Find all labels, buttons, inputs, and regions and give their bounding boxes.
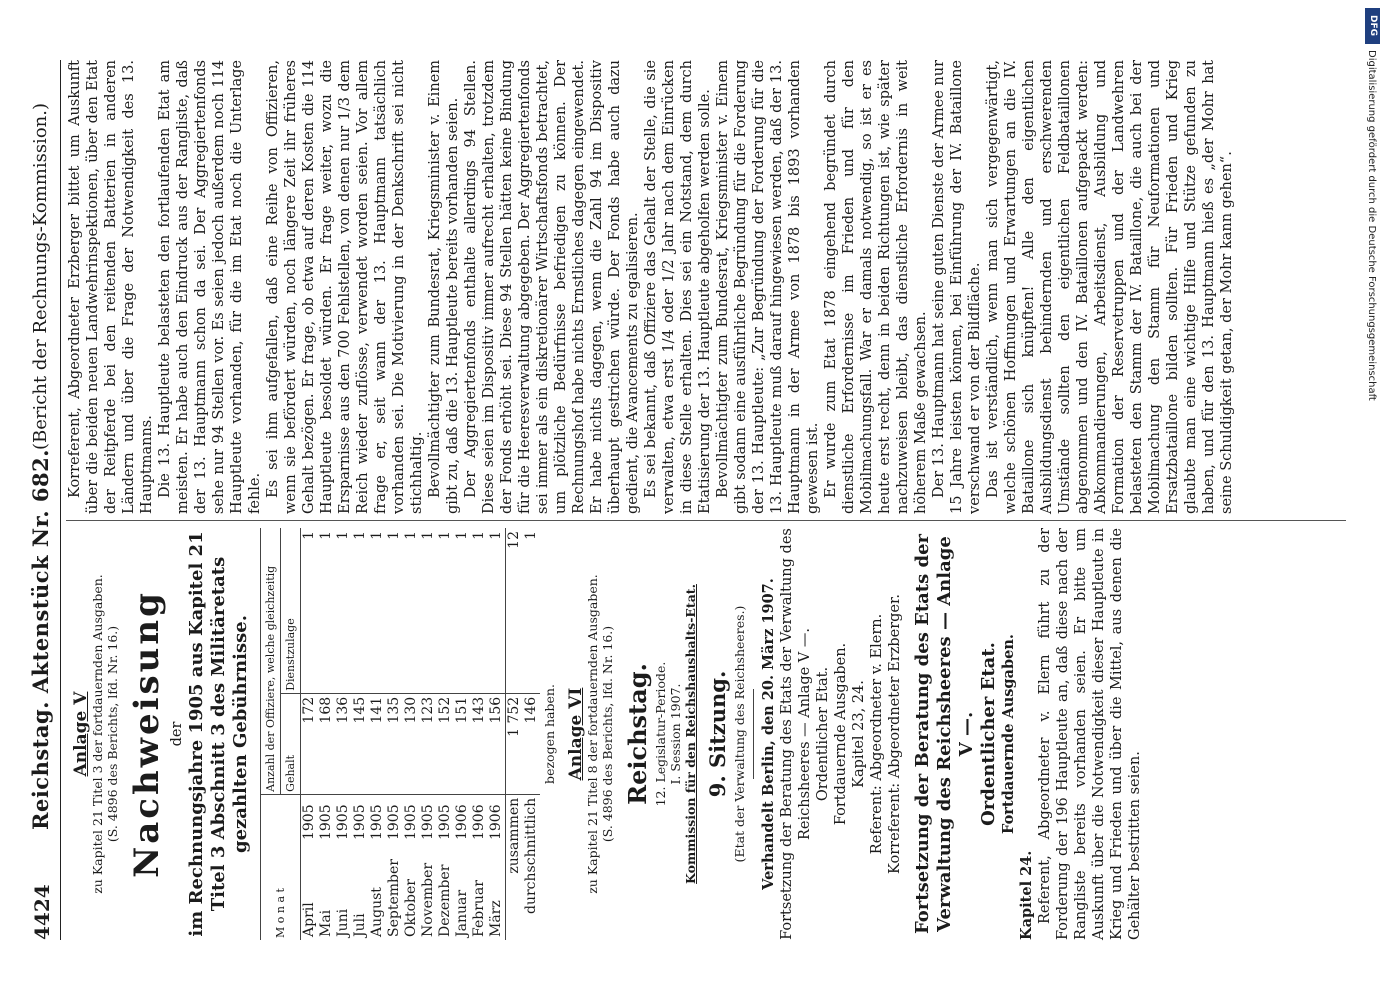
page-header: [20, 60, 61, 940]
cell-month: August: [369, 887, 385, 937]
cell-gehalt: 141: [369, 693, 386, 794]
fortdauernde-ausgaben: Fortdauernde Ausgaben.: [833, 642, 849, 826]
referent-line: Referent: Abgeordneter v. Elern.: [869, 613, 885, 855]
ordentlicher-etat-heading: Ordentlicher Etat.: [978, 642, 999, 826]
cell-month: Mai: [318, 909, 334, 937]
cell-zulage: 1: [369, 531, 385, 540]
cell-gehalt: 130: [403, 693, 420, 794]
header-subtitle: (Bericht der Rechnungs-Kommission.): [30, 103, 51, 450]
cell-month: Juni: [335, 908, 351, 937]
col-dienstzulage: Dienstzulage: [281, 528, 301, 693]
cell-month: Juli: [352, 913, 368, 937]
table-row: [318, 528, 335, 940]
cell-year: 1905: [318, 794, 335, 843]
avg-label: durchschnittlich: [523, 794, 540, 940]
der-label: der: [169, 721, 185, 747]
cell-month: Januar: [454, 889, 470, 937]
cell-zulage: 1: [318, 531, 334, 540]
paragraph: Der Aggregiertenfonds enthalte allerdings 94 Stellen. Diese seien im Dispositiv immer aufrecht erhalten, trotzdem der Fonds erhöht sei. Diese 94 Stellen hätten keine Bindung für die Heeresverwaltung abgegeben. Der Aggregiertenfonds sei immer als ein diskretionärer Wirtschaftsfonds betrachtet, um plötzliche Bedürfnisse befriedigen zu können. Der Rechnungshof habe nichts Ernstliches dagegen eingewendet. Er habe nichts dagegen, wenn die Zahl 94 im Dispositiv überhaupt gestrichen würde. Der Fonds habe auch dazu gedient, die Avancements zu egalisieren.: [463, 60, 641, 514]
avg-zulage: 1: [523, 531, 539, 540]
cell-zulage: 1: [454, 531, 470, 540]
anlage-v-title: Anlage V: [71, 691, 91, 777]
cell-zulage: 1: [488, 531, 504, 540]
nachweisung-description: im Rechnungsjahre 1905 aus Kapitel 21 Titel 3 Abschnitt 3 des Militäretats gezahlten Gebührnisse.: [186, 531, 251, 937]
cell-gehalt: 156: [488, 693, 506, 794]
cell-month: September: [386, 859, 402, 937]
cell-zulage: 1: [437, 531, 453, 540]
sitzung-subtitle: (Etat der Verwaltung des Reichsheeres.): [732, 605, 747, 863]
table-row: [335, 528, 352, 940]
cell-zulage: 1: [386, 531, 402, 540]
cell-zulage: 1: [471, 531, 487, 540]
session: I. Session 1907.: [668, 683, 683, 785]
col-monat: M o n a t: [261, 794, 301, 940]
table-row: [403, 528, 420, 940]
col-gehalt: Gehalt: [281, 693, 301, 794]
kapitel-23-24: Kapitel 23, 24.: [851, 680, 867, 788]
table-row: [420, 528, 437, 940]
cell-zulage: 1: [301, 531, 317, 540]
paragraph: Korreferent, Abgeordneter Erzberger bittet um Auskunft über die beiden neuen Landwehrinspektionen, über den Etat der Reitpferde bei den reitenden Batterien in anderen Ländern und über die Frage der Notwendigkeit des 13. Hauptmanns.: [67, 60, 155, 514]
kapitel-24-heading: Kapitel 24.: [1018, 850, 1035, 940]
header-title: Reichstag. Aktenstück Nr. 682.: [28, 449, 53, 830]
cell-month: März: [488, 900, 504, 937]
cell-gehalt: 152: [437, 693, 454, 794]
dfg-credit: Digitalisierung gefördert durch die Deutsche Forschungsgemeinschaft: [1366, 50, 1377, 401]
paragraph: Bevollmächtigter zum Bundesrat, Kriegsminister v. Einem gibt sodann eine ausführliche Begründung für die Forderung der 13. Hauptleute: „Zur Begründung der Forderung für die 13. Hauptleute muß darauf hingewiesen werden, daß der 13. Hauptmann in der Armee von 1878 bis 1893 vorhanden gewesen ist.: [715, 60, 821, 514]
reichstag-title: Reichstag.: [623, 663, 652, 805]
right-column: [66, 60, 1236, 514]
table-row: [454, 528, 471, 940]
paragraph: Das ist verständlich, wenn man sich vergegenwärtigt, welche schönen Hoffnungen und Erwartungen an die IV. Bataillone sich knüpften! Alle den eigentlichen Ausbildungsdienst behindernden und erschwerenden Umstände sollten den eigentlichen Feldbataillonen abgenommen und den IV. Bataillonen aufgepackt werden: Abkommandierungen, Arbeitsdienst, Ausbildung und Formation der Reservetruppen und der Landwehren belasteten den Stamm der IV. Bataillone, die auch bei der Mobilmachung den Stamm für Neuformationen und Ersatzbataillone bilden sollten. Für Frieden und Krieg glaubte man eine wichtige Hilfe und Stütze gefunden zu haben, und für den 13. Hauptmann hieß es „der Mohr hat seine Schuldigkeit getan, der Mohr kann gehen“.: [985, 60, 1235, 514]
cell-year: 1906: [471, 794, 488, 843]
cell-gehalt: 123: [420, 693, 437, 794]
anlage-v-subtitle: zu Kapitel 21 Titel 3 der fortdauernden Ausgaben.: [90, 574, 105, 894]
legislatur-periode: 12. Legislatur-Periode.: [653, 661, 668, 807]
sum-row: [506, 528, 524, 940]
cell-zulage: 1: [403, 531, 419, 540]
cell-year: 1905: [301, 794, 319, 843]
sum-gehalt: 1 752: [506, 693, 524, 794]
cell-gehalt: 145: [352, 693, 369, 794]
sum-label: zusammen: [506, 794, 524, 940]
table-row: [471, 528, 488, 940]
fortsetzung-line: Fortsetzung der Beratung des Etats der Verwaltung des Reichsheeres — Anlage V —.: [779, 528, 813, 940]
cell-zulage: 1: [335, 531, 351, 540]
cell-year: 1905: [369, 794, 386, 843]
table-row: [301, 528, 319, 940]
ordentlicher-etat: Ordentlicher Etat.: [815, 666, 831, 802]
table-row: [437, 528, 454, 940]
cell-year: 1905: [420, 794, 437, 843]
col-bezogen-note: bezogen haben.: [542, 684, 557, 784]
cell-gehalt: 136: [335, 693, 352, 794]
anlage-v-reference: (S. 4896 des Berichts, lfd. Nr. 16.): [105, 625, 120, 843]
verhandelt-line: Verhandelt Berlin, den 20. März 1907.: [760, 578, 777, 890]
left-column: [66, 528, 1144, 940]
cell-gehalt: 151: [454, 693, 471, 794]
cell-year: 1905: [437, 794, 454, 843]
cell-month: Februar: [471, 880, 487, 937]
fortdauernde-ausgaben-heading: Fortdauernde Ausgaben.: [1000, 634, 1017, 834]
cell-month: Dezember: [437, 864, 453, 937]
anlage-vi-subtitle: zu Kapitel 21 Titel 8 der fortdauernden Ausgaben.: [585, 574, 600, 894]
cell-year: 1906: [488, 794, 506, 843]
table-row: [488, 528, 506, 940]
sum-zulage: 12: [506, 528, 524, 693]
cell-month: Oktober: [403, 879, 419, 937]
anlage-vi-reference: (S. 4896 des Berichts, lfd. Nr. 16.): [600, 625, 615, 843]
cell-zulage: 1: [352, 531, 368, 540]
kapitel-24-text: Referent, Abgeordneter v. Elern führt zu der Forderung der 196 Hauptleute an, daß diese nach der Rangliste bereits vorhanden seien. Er bitte um Auskunft über die Notwendigkeit dieser Hauptleute in Krieg und Frieden und über die Mittel, aus denen die Gehälter bestritten seien.: [1037, 528, 1143, 940]
cell-year: 1906: [454, 794, 471, 843]
korreferent-line: Korreferent: Abgeordneter Erzberger.: [887, 594, 903, 874]
cell-gehalt: 135: [386, 693, 403, 794]
cell-year: 1905: [386, 794, 403, 843]
section-rule: [753, 689, 754, 779]
paragraph: Der 13. Hauptmann hat seine guten Dienste der Armee nur 15 Jahre leisten können, bei Einführung der IV. Bataillone verschwand er von der Bildfläche.: [931, 60, 983, 514]
column-divider: [66, 520, 1346, 521]
cell-month: November: [420, 862, 436, 937]
gebuehrnisse-table: [260, 528, 540, 940]
paragraph: Es sei ihm aufgefallen, daß eine Reihe von Offizieren, wenn sie befördert würden, noch längere Zeit ihr früheres Gehalt bezögen. Er frage, ob etwa auf deren Kosten die 114 Hauptleute besoldet würden. Er frage weiter, wozu die Ersparnisse aus den 700 Fehlstellen, von denen nur 1/3 dem Reich wieder zuflösse, verwendet worden seien. Vor allem frage er, seit wann der 13. Hauptmann tatsächlich vorhanden sei. Die Motivierung in der Denkschrift sei nicht stichhaltig.: [265, 60, 425, 514]
table-row: [369, 528, 386, 940]
paragraph: Es sei bekannt, daß Offiziere das Gehalt der Stelle, die sie verwalten, etwa erst 1/4 oder 1/2 Jahr nach dem Einrücken in diese Stelle erhalten. Dies sei ein Notstand, dem durch Etatisierung der 13. Hauptleute abgeholfen werden solle.: [643, 60, 713, 514]
cell-year: 1905: [352, 794, 369, 843]
cell-year: 1905: [335, 794, 352, 843]
page-number: 4424: [30, 884, 54, 940]
cell-month: April: [301, 902, 317, 937]
paragraph: Er wurde zum Etat 1878 eingehend begründet durch dienstliche Erfordernisse im Frieden und für den Mobilmachungsfall. War er damals notwendig, so ist er es heute erst recht, denn in beiden Richtungen ist, wie später nachzuweisen bleibt, das dienstliche Erfordernis in weit höherem Maße gewachsen.: [823, 60, 929, 514]
table-row: [352, 528, 369, 940]
cell-year: 1905: [403, 794, 420, 843]
sitzung-title: 9. Sitzung.: [705, 670, 730, 798]
table-row: [386, 528, 403, 940]
paragraph: Die 13. Hauptleute belasteten den fortlaufenden Etat am meisten. Er habe auch den Eindruck aus der Rangliste, daß der 13. Hauptmann schon da sei. Der Aggregiertenfonds sehe nur 94 Stellen vor. Es seien jedoch außerdem noch 114 Hauptleute vorhanden, für die im Etat noch die Unterlage fehle.: [157, 60, 263, 514]
avg-row: [523, 528, 540, 940]
cell-gehalt: 168: [318, 693, 335, 794]
dfg-logo: DFG: [1365, 8, 1380, 44]
nachweisung-heading: Nachweisung: [127, 590, 167, 878]
avg-gehalt: 146: [523, 693, 540, 794]
cell-gehalt: 172: [301, 693, 319, 794]
cell-gehalt: 143: [471, 693, 488, 794]
cell-zulage: 1: [420, 531, 436, 540]
fortsetzung-heading: Fortsetzung der Beratung des Etats der Verwaltung des Reichsheeres — Anlage V —.: [912, 533, 977, 935]
paragraph: Bevollmächtigter zum Bundesrat, Kriegsminister v. Einem gibt zu, daß die 13. Hauptleute bereits vorhanden seien.: [427, 60, 461, 514]
anlage-vi-title: Anlage VI: [566, 687, 586, 781]
dfg-sidebar: [1363, 0, 1383, 1000]
col-anzahl: Anzahl der Offiziere, welche gleichzeitig: [261, 528, 281, 794]
kommission: Kommission für den Reichshaushalts-Etat.: [683, 584, 698, 884]
